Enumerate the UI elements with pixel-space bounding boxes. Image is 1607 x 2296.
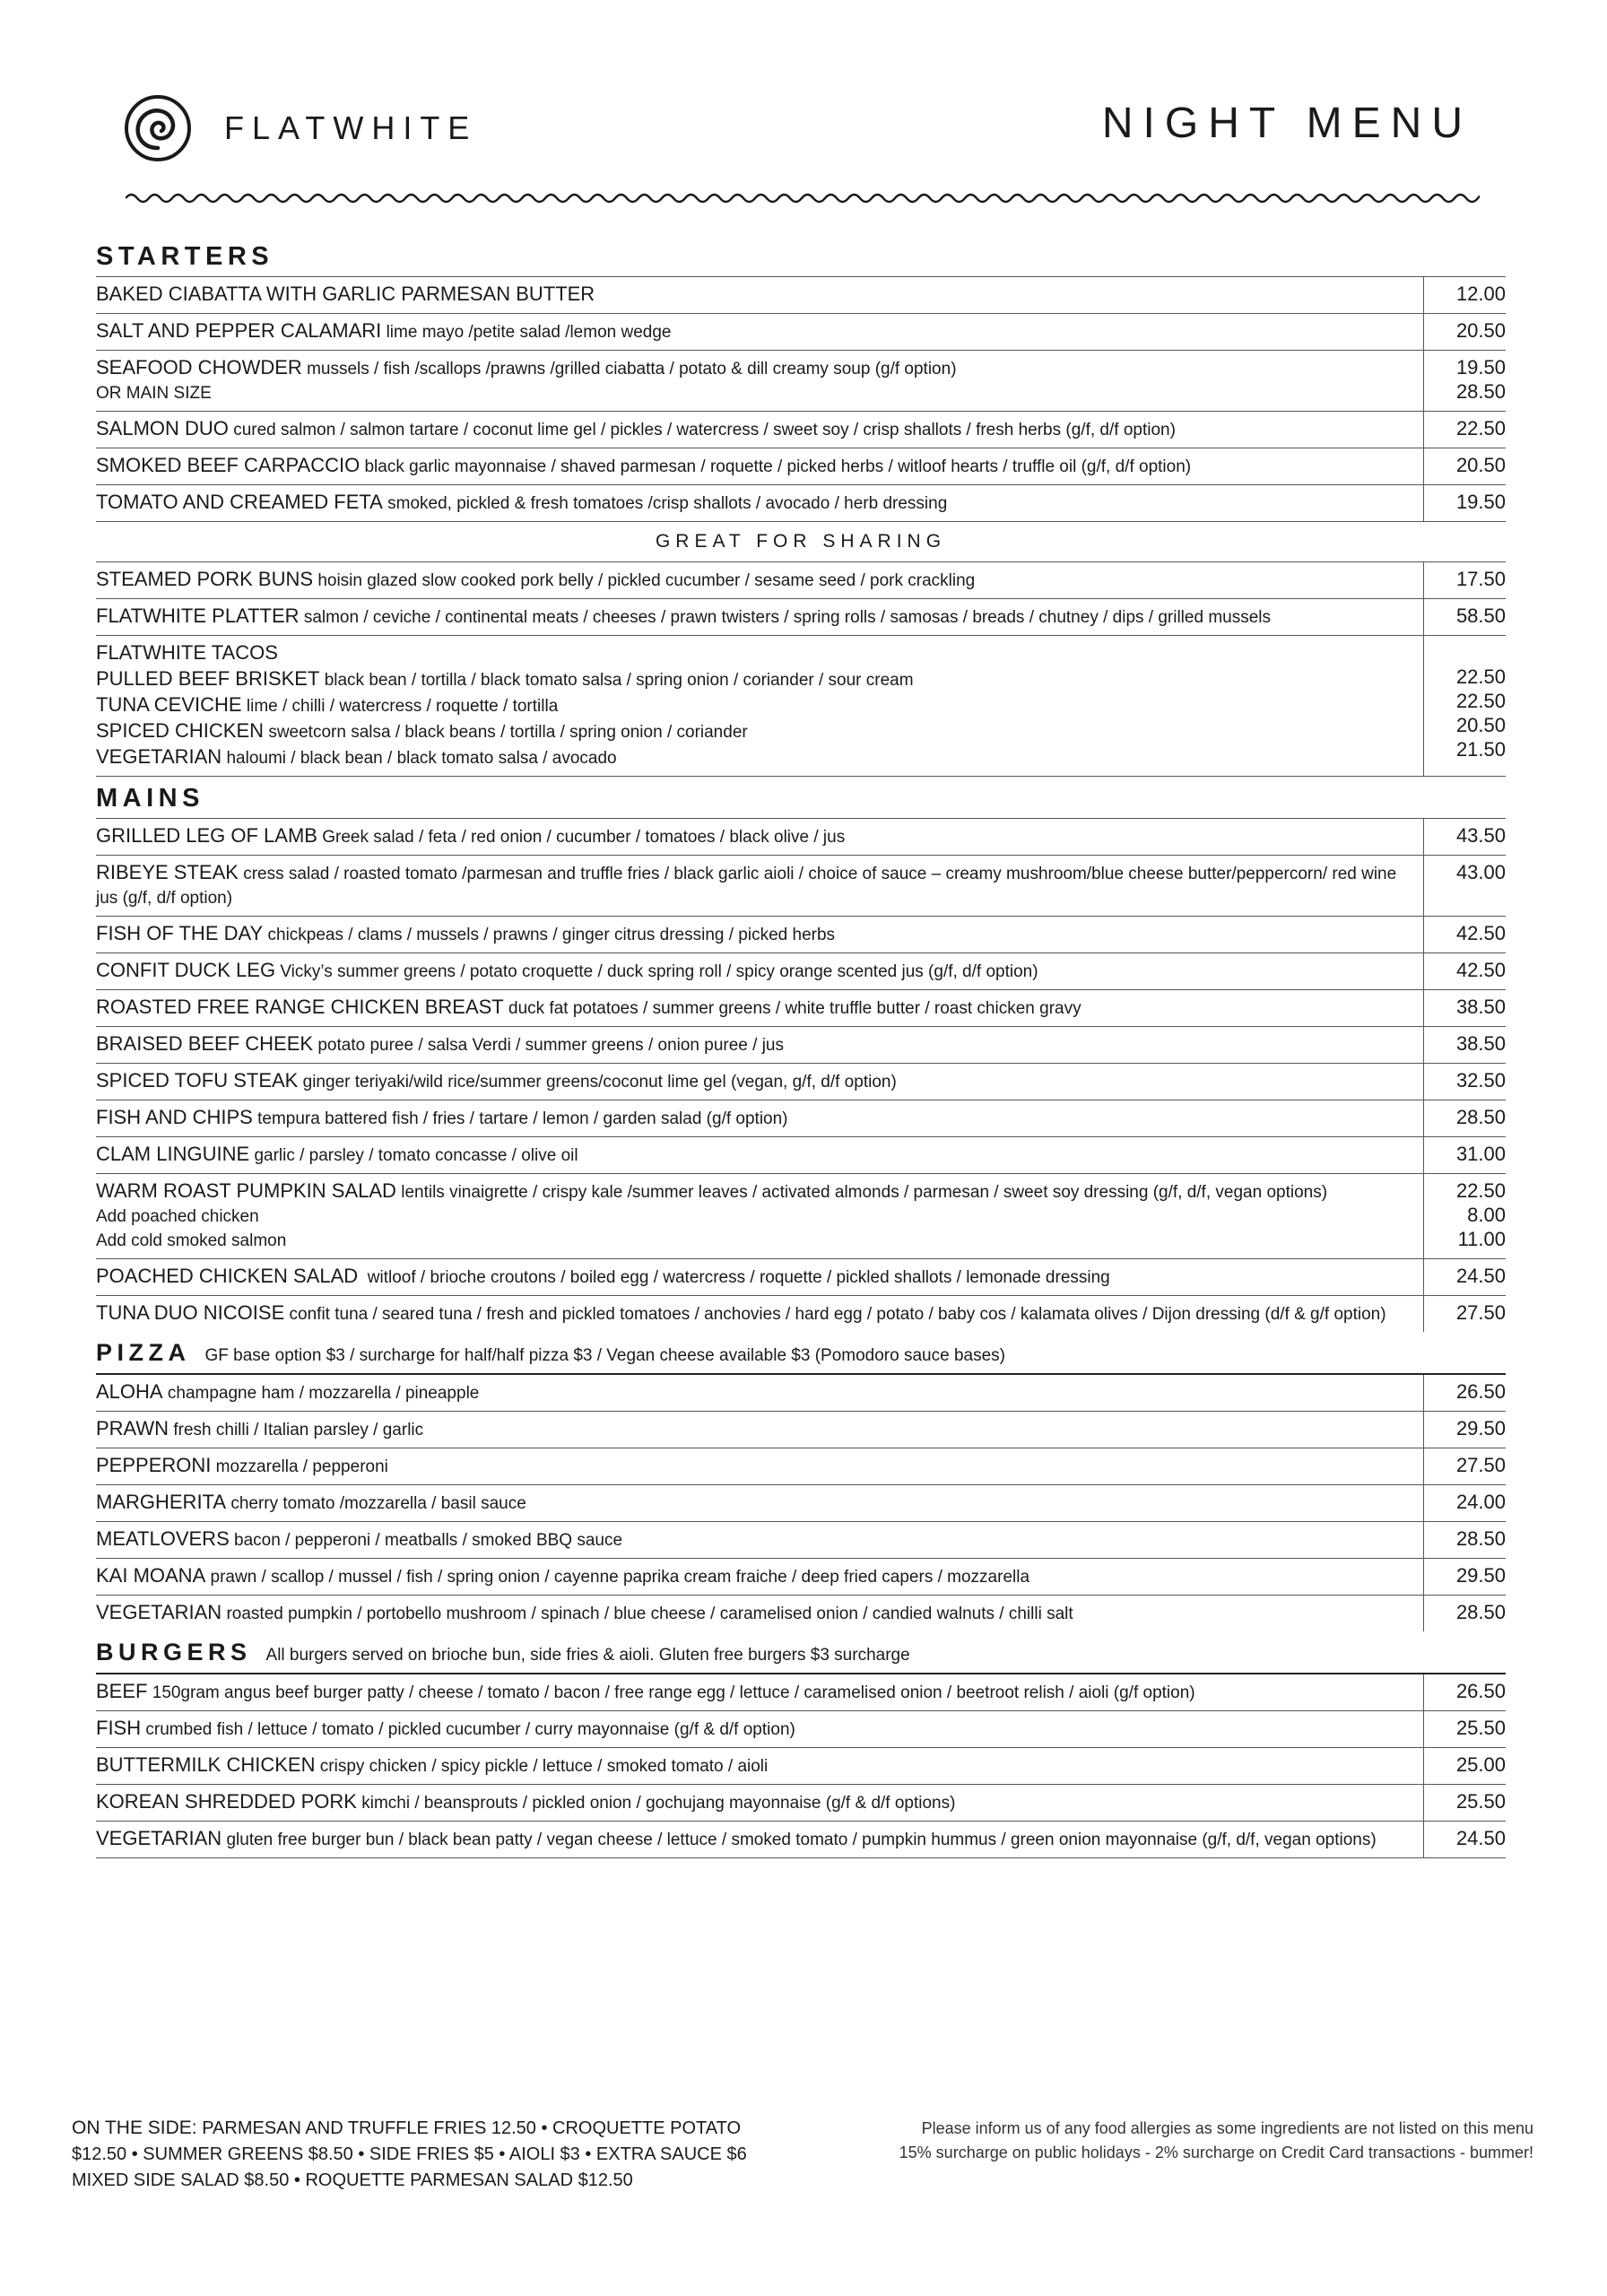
menu-item: [96, 1373, 1506, 1411]
item-desc: confit tuna / seared tuna / fresh and pickled tomatoes / anchovies / hard egg / potato / baby cos / kalamata olives / Dijon dressing (d/f & g/f option): [289, 1305, 1386, 1324]
item-desc: tempura battered fish / fries / tartare / lemon / garden salad (g/f option): [257, 1109, 788, 1128]
item-name: VEGETARIAN: [96, 1827, 222, 1849]
item-name: VEGETARIAN: [96, 1601, 222, 1623]
item-desc: Vicky’s summer greens / potato croquette / duck spring roll / spicy orange scented jus (g/f, d/f option): [280, 962, 1038, 981]
item-name: POACHED CHICKEN SALAD: [96, 1265, 359, 1287]
item-desc: crumbed fish / lettuce / tomato / pickled cucumber / curry mayonnaise (g/f & d/f option): [145, 1720, 795, 1739]
item-price: 28.50: [1423, 1522, 1506, 1558]
item-name: SALT AND PEPPER CALAMARI: [96, 319, 382, 342]
menu-item: [96, 1595, 1506, 1631]
item-desc: chickpeas / clams / mussels / prawns / ginger citrus dressing / picked herbs: [267, 926, 836, 944]
item-desc: garlic / parsley / tomato concasse / olive oil: [254, 1146, 578, 1165]
item-desc: champagne ham / mozzarella / pineapple: [167, 1384, 480, 1403]
item-price-main: 28.50: [1455, 380, 1506, 403]
section-title: PIZZA: [96, 1339, 191, 1366]
item-name: FLATWHITE PLATTER: [96, 604, 300, 627]
item-name: VEGETARIAN: [96, 745, 222, 768]
menu-item: [96, 1784, 1506, 1821]
item-desc: fresh chilli / Italian parsley / garlic: [173, 1421, 424, 1439]
item-name: TUNA DUO NICOISE: [96, 1301, 285, 1324]
item-desc: roasted pumpkin / portobello mushroom / spinach / blue cheese / caramelised onion / candied walnuts / chilli salt: [226, 1605, 1073, 1623]
item-name: WARM ROAST PUMPKIN SALAD: [96, 1179, 396, 1202]
item-name: SALMON DUO: [96, 417, 229, 439]
item-price: 25.50: [1423, 1785, 1506, 1821]
menu-item-tacos: [96, 635, 1506, 777]
menu-item: [96, 1100, 1506, 1136]
item-name: MEATLOVERS: [96, 1527, 230, 1550]
section-burgers: [96, 1631, 1506, 1673]
menu-item: [96, 1173, 1506, 1258]
item-name: TUNA CEVICHE: [96, 693, 242, 716]
item-name: STEAMED PORK BUNS: [96, 568, 314, 590]
menu-item: [96, 1710, 1506, 1747]
menu-item: [96, 989, 1506, 1026]
sides-list: [72, 2115, 771, 2194]
item-name: ROASTED FREE RANGE CHICKEN BREAST: [96, 996, 504, 1018]
menu-item: [96, 952, 1506, 989]
section-pizza: [96, 1332, 1506, 1373]
menu-item: [96, 1558, 1506, 1595]
item-name: SMOKED BEEF CARPACCIO: [96, 454, 360, 476]
item-desc: ginger teriyaki/wild rice/summer greens/coconut lime gel (vegan, g/f, d/f option): [302, 1073, 897, 1091]
item-name: BUTTERMILK CHICKEN: [96, 1753, 316, 1776]
item-name: ALOHA: [96, 1380, 163, 1403]
item-name: PULLED BEEF BRISKET: [96, 667, 320, 690]
item-price: 27.50: [1423, 1448, 1506, 1484]
item-price: 22.50: [1455, 1179, 1506, 1202]
item-desc: mozzarella / pepperoni: [215, 1457, 388, 1476]
item-price: 28.50: [1423, 1100, 1506, 1136]
item-desc: bacon / pepperoni / meatballs / smoked BBQ sauce: [234, 1531, 623, 1550]
menu-item: [96, 1747, 1506, 1784]
menu-item: [96, 598, 1506, 635]
item-desc: mussels / fish /scallops /prawns /grilled ciabatta / potato & dill creamy soup (g/f option): [307, 360, 957, 378]
item-name: GRILLED LEG OF LAMB: [96, 824, 317, 847]
menu-item: [96, 1821, 1506, 1858]
section-note: GF base option $3 / surcharge for half/half pizza $3 / Vegan cheese available $3 (Pomodoro sauce bases): [204, 1346, 1005, 1365]
item-price: 24.50: [1423, 1259, 1506, 1295]
item-name: KOREAN SHREDDED PORK: [96, 1790, 357, 1813]
sides-label: ON THE SIDE:: [72, 2118, 197, 2138]
item-desc: cherry tomato /mozzarella / basil sauce: [230, 1494, 526, 1513]
item-desc: lentils vinaigrette / crispy kale /summer leaves / activated almonds / parmesan / sweet soy dressing (g/f, d/f, vegan options): [401, 1183, 1328, 1202]
item-desc: hoisin glazed slow cooked pork belly / pickled cucumber / sesame seed / pork crackling: [317, 571, 976, 590]
sides-text: PARMESAN AND TRUFFLE FRIES 12.50 • CROQUETTE POTATO $12.50 • SUMMER GREENS $8.50 • SIDE FRIES $5 • AIOLI $3 • EXTRA SAUCE $6 MIXED SIDE SALAD $8.50 • ROQUETTE PARMESAN SALAD $12.50: [72, 2118, 747, 2190]
menu-item: [96, 1448, 1506, 1484]
menu-item: [96, 1063, 1506, 1100]
item-name: MARGHERITA: [96, 1491, 227, 1513]
item-name: SPICED TOFU STEAK: [96, 1069, 299, 1091]
section-title: BURGERS: [96, 1639, 252, 1665]
item-addon: Add cold smoked salmon: [96, 1231, 287, 1250]
item-price: 22.50: [1455, 690, 1506, 712]
item-extra: OR MAIN SIZE: [96, 384, 212, 403]
item-price: 58.50: [1423, 599, 1506, 635]
menu-item: [96, 1673, 1506, 1710]
menu-item: [96, 1026, 1506, 1063]
item-name: SEAFOOD CHOWDER: [96, 356, 302, 378]
menu-item: [96, 313, 1506, 350]
allergy-notice: Please inform us of any food allergies as some ingredients are not listed on this menu: [921, 2119, 1533, 2137]
item-price: 20.50: [1455, 714, 1506, 736]
item-desc: sweetcorn salsa / black beans / tortilla / spring onion / coriander: [268, 723, 748, 742]
notices: [852, 2117, 1533, 2165]
item-name: CLAM LINGUINE: [96, 1143, 250, 1165]
item-desc: haloumi / black bean / black tomato salsa / avocado: [226, 749, 617, 768]
item-price: 22.50: [1455, 665, 1506, 688]
brand-name: FLATWHITE: [224, 109, 478, 146]
item-price: 42.50: [1423, 953, 1506, 989]
menu-item: [96, 448, 1506, 484]
item-price: 26.50: [1423, 1375, 1506, 1411]
item-name: FISH OF THE DAY: [96, 922, 264, 944]
menu-item: [96, 276, 1506, 313]
item-price: 29.50: [1423, 1412, 1506, 1448]
item-name: RIBEYE STEAK: [96, 861, 239, 883]
item-price: 26.50: [1423, 1674, 1506, 1710]
item-price: 29.50: [1423, 1559, 1506, 1595]
item-desc: gluten free burger bun / black bean patty / vegan cheese / lettuce / smoked tomato / pumpkin hummus / green onion mayonnaise (g/f, d/f, vegan options): [226, 1831, 1377, 1849]
menu-item: [96, 561, 1506, 598]
item-price: 25.00: [1423, 1748, 1506, 1784]
item-price: 32.50: [1423, 1064, 1506, 1100]
item-name: PEPPERONI: [96, 1454, 212, 1476]
menu-item: [96, 411, 1506, 448]
item-desc: salmon / ceviche / continental meats / cheeses / prawn twisters / spring rolls / samosas / breads / chutney / dips / grilled mussels: [303, 608, 1271, 627]
item-name: FISH: [96, 1717, 142, 1739]
item-name: FISH AND CHIPS: [96, 1106, 253, 1128]
item-price: 20.50: [1423, 314, 1506, 350]
menu-item: [96, 1484, 1506, 1521]
item-price: 27.50: [1423, 1296, 1506, 1332]
menu-item: [96, 1258, 1506, 1295]
item-name: PRAWN: [96, 1417, 169, 1439]
item-name: BAKED CIABATTA WITH GARLIC PARMESAN BUTTER: [96, 283, 595, 305]
item-desc: duck fat potatoes / summer greens / white truffle butter / roast chicken gravy: [508, 999, 1081, 1018]
menu-item: [96, 1295, 1506, 1332]
item-desc: 150gram angus beef burger patty / cheese / tomato / bacon / free range egg / lettuce / caramelised onion / beetroot relish / aioli (g/f option): [152, 1683, 1195, 1702]
item-addon: Add poached chicken: [96, 1207, 259, 1226]
item-price: 38.50: [1423, 1027, 1506, 1063]
item-price: 25.50: [1423, 1711, 1506, 1747]
item-price: 43.00: [1423, 856, 1506, 916]
item-desc: Greek salad / feta / red onion / cucumber / tomatoes / black olive / jus: [322, 828, 846, 847]
addon-price: 11.00: [1457, 1228, 1506, 1250]
item-desc: smoked, pickled & fresh tomatoes /crisp shallots / avocado / herb dressing: [387, 494, 948, 513]
item-price: 38.50: [1423, 990, 1506, 1026]
tacos-title: FLATWHITE TACOS: [96, 641, 278, 664]
item-price: 17.50: [1423, 562, 1506, 598]
item-price: 42.50: [1423, 917, 1506, 952]
item-price: 19.50: [1455, 356, 1506, 378]
item-name: SPICED CHICKEN: [96, 719, 265, 742]
item-desc: black bean / tortilla / black tomato salsa / spring onion / coriander / sour cream: [324, 671, 914, 690]
section-starters: [96, 235, 1506, 276]
item-name: KAI MOANA: [96, 1564, 206, 1587]
item-price: 43.50: [1423, 819, 1506, 855]
page-title: NIGHT MENU: [1101, 100, 1472, 147]
menu-item: [96, 818, 1506, 855]
item-desc: crispy chicken / spicy pickle / lettuce / smoked tomato / aioli: [319, 1757, 769, 1776]
section-title: STARTERS: [96, 242, 274, 271]
menu-item: [96, 855, 1506, 916]
menu-body: [96, 235, 1506, 1858]
wave-divider: [126, 190, 1480, 206]
item-desc: lime mayo /petite salad /lemon wedge: [386, 323, 672, 342]
menu-item: [96, 1521, 1506, 1558]
item-price: 21.50: [1455, 738, 1506, 761]
menu-item: [96, 350, 1506, 411]
flatwhite-logo-icon: [124, 94, 192, 162]
item-price: 24.50: [1423, 1822, 1506, 1857]
section-sharing-title: GREAT FOR SHARING: [96, 521, 1506, 561]
item-desc: witloof / brioche croutons / boiled egg / watercress / roquette / pickled shallots / lemonade dressing: [367, 1268, 1110, 1287]
section-note: All burgers served on brioche bun, side fries & aioli. Gluten free burgers $3 surcharge: [265, 1646, 910, 1665]
item-price: 22.50: [1423, 412, 1506, 448]
item-desc: prawn / scallop / mussel / fish / spring onion / cayenne paprika cream fraiche / deep fried capers / mozzarella: [210, 1568, 1030, 1587]
menu-item: [96, 1136, 1506, 1173]
item-name: BEEF: [96, 1680, 148, 1702]
item-price: 28.50: [1423, 1596, 1506, 1631]
menu-item: [96, 1411, 1506, 1448]
section-title: MAINS: [96, 784, 204, 813]
item-name: CONFIT DUCK LEG: [96, 959, 276, 981]
menu-item: [96, 916, 1506, 952]
item-desc: cured salmon / salmon tartare / coconut lime gel / pickles / watercress / sweet soy / crisp shallots / fresh herbs (g/f, d/f option): [233, 421, 1176, 439]
item-price: 31.00: [1423, 1137, 1506, 1173]
surcharge-notice: 15% surcharge on public holidays - 2% surcharge on Credit Card transactions - bummer!: [899, 2144, 1533, 2161]
item-desc: potato puree / salsa Verdi / summer greens / onion puree / jus: [317, 1036, 784, 1055]
section-mains: [96, 777, 1506, 818]
item-name: TOMATO AND CREAMED FETA: [96, 491, 383, 513]
item-desc: black garlic mayonnaise / shaved parmesan / roquette / picked herbs / witloof hearts / truffle oil (g/f, d/f option): [364, 457, 1192, 476]
item-desc: lime / chilli / watercress / roquette / tortilla: [246, 697, 559, 716]
item-price: 20.50: [1423, 448, 1506, 484]
addon-price: 8.00: [1467, 1204, 1506, 1226]
item-desc: cress salad / roasted tomato /parmesan and truffle fries / black garlic aioli / choice of sauce – creamy mushroom/blue cheese butter/peppercorn/ red wine jus (g/f, d/f option): [96, 865, 1397, 908]
item-price: 24.00: [1423, 1485, 1506, 1521]
menu-item: [96, 484, 1506, 521]
item-price: 12.00: [1423, 277, 1506, 313]
item-name: BRAISED BEEF CHEEK: [96, 1032, 314, 1055]
item-desc: kimchi / beansprouts / pickled onion / gochujang mayonnaise (g/f & d/f options): [361, 1794, 956, 1813]
item-price: 19.50: [1423, 485, 1506, 521]
